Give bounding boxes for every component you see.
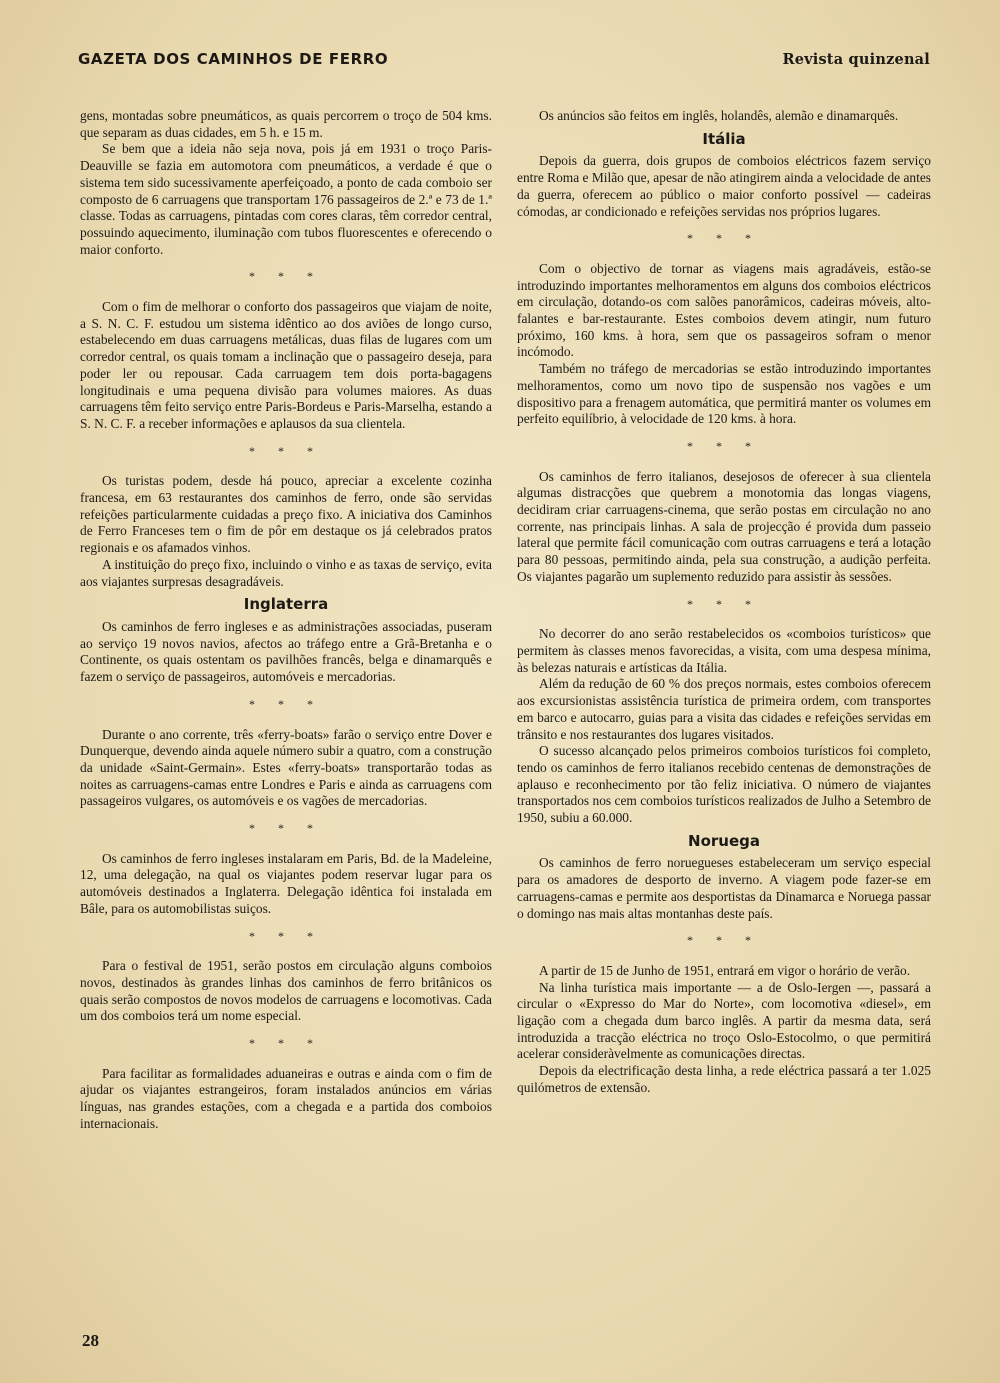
section-divider: * * * bbox=[249, 928, 323, 943]
paragraph: Os caminhos de ferro noruegueses estabeleceram um serviço especial para os amadores de desporto de inverno. A viagem pode fazer-se em carruagens-camas e permite aos desportistas da Dinamarca e Noruega passar o domingo nas mais altas montanhas deste país. bbox=[517, 855, 931, 921]
section-heading-inglaterra: Inglaterra bbox=[243, 595, 329, 614]
paragraph: O sucesso alcançado pelos primeiros comboios turísticos foi completo, tendo os caminhos de ferro italianos recebido centenas de demonstrações de aplauso e reconhecimento por tão feliz iniciativa. O número de viajantes transportados nos cem comboios turísticos realizados de Julho a Setembro de 1950, subiu a 60.000. bbox=[517, 743, 931, 826]
section-heading-italia: Itália bbox=[702, 129, 746, 148]
paragraph: A partir de 15 de Junho de 1951, entrará em vigor o horário de verão. bbox=[539, 962, 911, 978]
paragraph: Com o fim de melhorar o conforto dos passageiros que viajam de noite, a S. N. C. F. estudou um sistema idêntico ao dos aviões de longo curso, estabelecendo em duas carruagens metálicas, duas filas de lugares com um corredor central, os quais tomam a inclinação que o passageiro deseja, para poder ler ou repousar. Cada carruagem tem dois porta-bagagens longitudinais e uma pequena divisão para volumes maiores. As duas carruagens têm feito serviço entre Paris-Bordeus e Paris-Marselha, estando a S. N. C. F. a receber informações e aplausos da sua clientela. bbox=[80, 299, 492, 431]
paragraph: Os anúncios são feitos em inglês, holandês, alemão e dinamarquês. bbox=[539, 108, 899, 123]
paragraph: A instituição do preço fixo, incluindo o vinho e as taxas de serviço, evita aos viajantes surpresas desagradáveis. bbox=[80, 556, 492, 589]
paragraph: Com o objectivo de tornar as viagens mais agradáveis, estão-se introduzindo importantes melhoramentos em alguns dos comboios eléctricos em circulação, dotando-os com salões panorâmicos, cadeiras móveis, alto-falantes e bar-restaurante. Estes comboios devem atingir, num futuro próximo, 160 kms. à hora, sem que os passageiros sofram o menor incómodo. bbox=[517, 260, 931, 360]
paragraph: Os turistas podem, desde há pouco, apreciar a excelente cozinha francesa, em 63 restaurantes dos caminhos de ferro, onde são servidas refeições particularmente cuidadas a preço fixo. A iniciativa dos Caminhos de Ferro Franceses tem o fim de pôr em destaque os já celebrados pratos regionais e os afamados vinhos. bbox=[80, 473, 492, 556]
section-divider: * * * bbox=[687, 596, 761, 611]
paragraph: Durante o ano corrente, três «ferry-boats» farão o serviço entre Dover e Dunquerque, devendo ainda aquele número subir a quatro, com a construção da unidade «Saint-Germain». Estes «ferry-boats» transportarão todas as noites as carruagens-camas entre Londres e Paris e ainda as carruagens com passageiros vulgares, os automóveis e os vagões de mercadorias. bbox=[80, 726, 492, 809]
paragraph: Além da redução de 60 % dos preços normais, estes comboios oferecem aos excursionistas assistência turística de primeira ordem, com transportes em barco e autocarro, guias para a visita das cidades e refeições servidas em trânsito e nos restaurantes dos lugares visitados. bbox=[517, 676, 931, 742]
journal-subtitle: Revista quinzenal bbox=[782, 51, 930, 68]
left-column bbox=[80, 108, 492, 1133]
section-divider: * * * bbox=[249, 443, 323, 458]
section-divider: * * * bbox=[249, 696, 323, 711]
paragraph: Os caminhos de ferro italianos, desejosos de oferecer à sua clientela algumas distracções que quebrem a monotomia das longas viagens, decidiram criar carruagens-cinema, que serão postas em circulação no ano corrente, nas principais linhas. A sala de projecção é provida dum passeio lateral que permite fácil comunicação com outras carruagens e terá a lotação para 80 pessoas, permitindo ainda, pela sua construção, a audição perfeita. Os viajantes pagarão um suplemento reduzido para assistir às sessões. bbox=[517, 468, 931, 584]
page-number: 28 bbox=[82, 1331, 99, 1350]
paragraph: Também no tráfego de mercadorias se estão introduzindo importantes melhoramentos, como um novo tipo de suspensão nos vagões e um dispositivo para a frenagem automática, que permitirá manter os volumes em perfeito equilíbrio, à velocidade de 120 kms. à hora. bbox=[517, 361, 931, 427]
running-header bbox=[78, 50, 930, 76]
section-divider: * * * bbox=[249, 821, 323, 836]
section-heading-noruega: Noruega bbox=[688, 831, 760, 850]
paragraph: Depois da electrificação desta linha, a rede eléctrica passará a ter 1.025 quilómetros de extensão. bbox=[517, 1063, 931, 1095]
section-divider: * * * bbox=[249, 1036, 323, 1051]
paragraph: No decorrer do ano serão restabelecidos os «comboios turísticos» que permitem às classes menos favorecidas, a visita, com uma despesa mínima, às belezas naturais e artísticas da Itália. bbox=[517, 626, 931, 675]
paragraph: Os caminhos de ferro ingleses e as administrações associadas, puseram ao serviço 19 novos navios, afectos ao tráfego entre a Grã-Bretanha e o Continente, os quais ostentam os pavilhões francês, belga e dinamarquês e fazem o serviço de passageiros, automóveis e mercadorias. bbox=[80, 618, 492, 685]
paragraph: Os caminhos de ferro ingleses instalaram em Paris, Bd. de la Madeleine, 12, uma delegação, na qual os viajantes podem reservar lugar para os automóveis destinados a Inglaterra. Delegação idêntica foi instalada em Bâle, para os automobilistas suiços. bbox=[80, 850, 492, 916]
right-column bbox=[517, 108, 931, 1097]
section-divider: * * * bbox=[687, 231, 761, 246]
paragraph: Na linha turística mais importante — a de Oslo-Iergen —, passará a circular o «Expresso do Mar do Norte», com locomotiva «diesel», em ligação com a chegada dum barco inglês. A partir da mesma data, será introduzida a tracção eléctrica no troço Oslo-Estocolmo, o que permitirá acelerar consideràvelmente as comunicações directas. bbox=[517, 979, 931, 1062]
paragraph: Se bem que a ideia não seja nova, pois já em 1931 o troço Paris-Deauville se fazia em automotora com pneumáticos, a verdade é que o sistema tem sido sucessivamente aperfeiçoado, a ponto de cada comboio ser composto de 6 carruagens que transportam 176 passageiros de 2.ª e 73 de 1.ª classe. Todas as carruagens, pintadas com cores claras, têm corredor central, possuindo aquecimento, iluminação com tubos fluorescentes e oferecendo o maior conforto. bbox=[80, 141, 492, 257]
journal-title: GAZETA DOS CAMINHOS DE FERRO bbox=[78, 50, 389, 68]
paragraph: Para facilitar as formalidades aduaneiras e outras e ainda com o fim de ajudar os viajantes estrangeiros, foram instalados anúncios em várias línguas, nas grandes estações, com a chegada e a partida dos comboios internacionais. bbox=[80, 1065, 492, 1131]
paragraph: Para o festival de 1951, serão postos em circulação alguns comboios novos, destinados às grandes linhas dos caminhos de ferro britânicos os quais serão compostos de novos modelos de carruagens e locomotivas. Cada um dos comboios terá um nome especial. bbox=[80, 958, 492, 1024]
section-divider: * * * bbox=[249, 269, 323, 284]
section-divider: * * * bbox=[687, 933, 761, 948]
section-divider: * * * bbox=[687, 438, 761, 453]
paragraph: gens, montadas sobre pneumáticos, as quais percorrem o troço de 504 kms. que separam as duas cidades, em 5 h. e 15 m. bbox=[80, 108, 492, 140]
paragraph: Depois da guerra, dois grupos de comboios eléctricos fazem serviço entre Roma e Milão que, apesar de não atingirem ainda a velocidade de antes da guerra, oferecem ao público o maior conforto possível — cadeiras cómodas, ar condicionado e refeições servidas nos próprios lugares. bbox=[517, 153, 931, 219]
